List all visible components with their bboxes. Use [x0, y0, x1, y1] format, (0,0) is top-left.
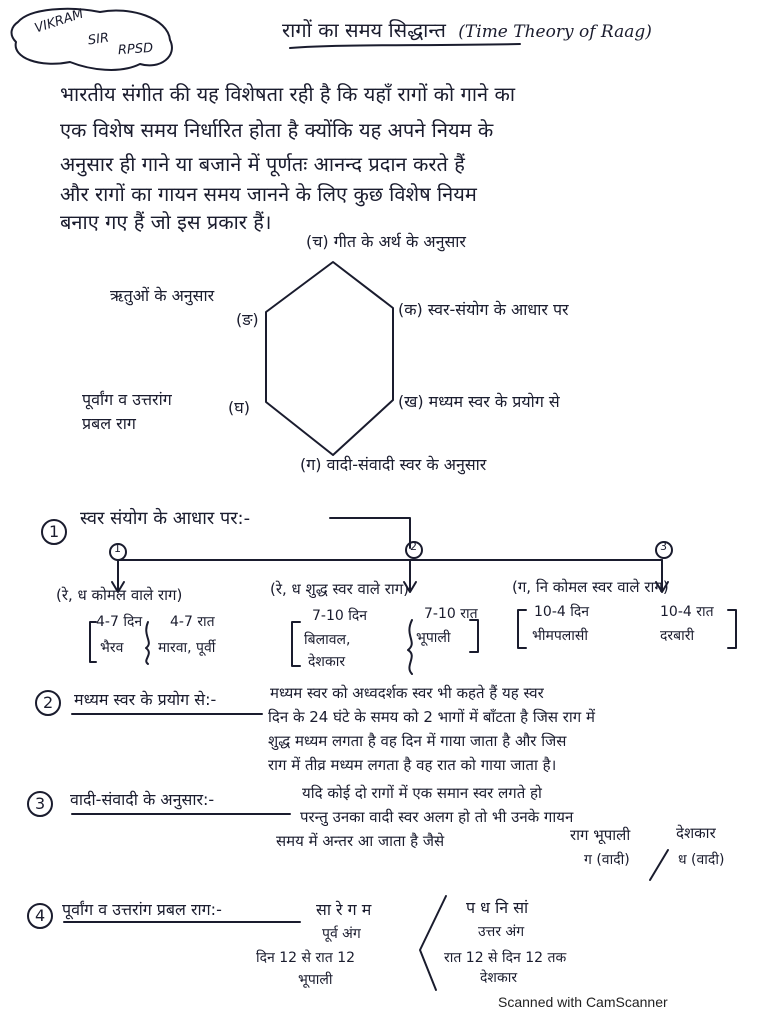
intro-line-4: और रागों का गायन समय जानने के लिए कुछ विशेष नियम	[60, 182, 477, 206]
hexagon-label-upper-left: ऋतुओं के अनुसार	[110, 286, 215, 305]
section1-heading: स्वर संयोग के आधार पर:-	[80, 508, 251, 529]
intro-line-1: भारतीय संगीत की यह विशेषता रही है कि यहाँ रागों को गाने का	[60, 82, 516, 106]
section4-right-swar: प ध नि सां	[466, 898, 529, 917]
stamp-line1: VIKRAM	[32, 6, 86, 37]
section3-line-2: परन्तु उनका वादी स्वर अलग हो तो भी उनके गायन	[300, 808, 574, 826]
section3-number: 3	[35, 794, 46, 813]
section4-divider	[420, 896, 446, 990]
section2-line-1: मध्यम स्वर को अध्वदर्शक स्वर भी कहते हैं यह स्वर	[270, 684, 544, 702]
group2-time-b: 7-10 रात	[424, 606, 478, 622]
hexagon-label-lower-left-2: प्रबल राग	[82, 414, 136, 433]
section3-heading: वादी-संवादी के अनुसार:-	[70, 790, 215, 809]
group2-time-a: 7-10 दिन	[312, 608, 368, 624]
branch3-number: 3	[660, 540, 667, 553]
section3-line-1: यदि कोई दो रागों में एक समान स्वर लगते हो	[302, 784, 542, 802]
section2-line-3: शुद्ध मध्यम लगता है वह दिन में गाया जाता है और जिस	[268, 732, 567, 750]
hexagon-mark-lower-left: (घ)	[228, 398, 250, 417]
section4-left-time: दिन 12 से रात 12	[256, 950, 356, 966]
stamp-line2: SIR	[87, 30, 111, 49]
hexagon-label-top: (च) गीत के अर्थ के अनुसार	[306, 232, 466, 251]
group3-raag-a: भीमपलासी	[532, 628, 588, 644]
section4-right-label: उत्तर अंग	[478, 924, 525, 940]
section1-connector	[330, 518, 410, 548]
group3-time-a: 10-4 दिन	[534, 604, 590, 620]
group3-raag-b: दरबारी	[660, 628, 695, 644]
hexagon-label-lower-left-1: पूर्वांग व उत्तरांग	[82, 390, 172, 409]
group2-raag-b: भूपाली	[416, 630, 451, 646]
scanner-watermark: Scanned with CamScanner	[498, 994, 668, 1010]
hexagon-mark-upper-left: (ङ)	[236, 310, 259, 329]
branch1-number: 1	[114, 542, 121, 555]
section4-right-time: रात 12 से दिन 12 तक	[444, 950, 567, 966]
group2-heading: (रे, ध शुद्ध स्वर वाले राग)	[270, 580, 410, 598]
section1-number: 1	[49, 522, 60, 541]
group1-heading: (रे, ध कोमल वाले राग)	[56, 586, 183, 604]
group3-time-b: 10-4 रात	[660, 604, 714, 620]
section4-left-raag: भूपाली	[298, 972, 333, 988]
title-hindi: रागों का समय सिद्धान्त	[282, 18, 446, 42]
intro-line-2: एक विशेष समय निर्धारित होता है क्योंकि यह अपने नियम के	[60, 118, 494, 142]
section3-example-a: राग भूपाली	[570, 826, 631, 844]
group3-heading: (ग, नि कोमल स्वर वाले राग)	[512, 578, 669, 596]
section4-number: 4	[35, 906, 46, 925]
intro-line-3: अनुसार ही गाने या बजाने में पूर्णतः आनन्द प्रदान करते हैं	[60, 152, 465, 176]
section4-left-label: पूर्व अंग	[322, 926, 361, 942]
stamp-line3: RPSD	[117, 40, 154, 59]
section2-heading: मध्यम स्वर के प्रयोग से:-	[74, 690, 217, 709]
hexagon-label-upper-right: (क) स्वर-संयोग के आधार पर	[398, 300, 569, 319]
page-title	[282, 18, 652, 42]
section3-example-b: देशकार	[676, 824, 716, 842]
group1-raag-b: मारवा, पूर्वी	[158, 640, 216, 656]
section4-right-raag: देशकार	[480, 970, 518, 986]
section3-line-3: समय में अन्तर आ जाता है जैसे	[276, 832, 445, 850]
group2-raag-a1: बिलावल,	[304, 632, 351, 648]
group1-time-b: 4-7 रात	[170, 614, 215, 630]
intro-line-5: बनाए गए हैं जो इस प्रकार हैं।	[60, 210, 272, 234]
hexagon-label-lower-right: (ख) मध्यम स्वर के प्रयोग से	[398, 392, 560, 411]
section4-left-swar: सा रे ग म	[316, 900, 372, 919]
section4-heading: पूर्वांग व उत्तरांग प्रबल राग:-	[62, 900, 222, 919]
section2-line-4: राग में तीव्र मध्यम लगता है वह रात को गाया जाता है।	[268, 756, 557, 774]
branch2-number: 2	[410, 540, 417, 553]
hexagon-label-bottom: (ग) वादी-संवादी स्वर के अनुसार	[300, 455, 487, 474]
hexagon-shape	[266, 262, 393, 455]
section2-number: 2	[43, 693, 54, 712]
section2-line-2: दिन के 24 घंटे के समय को 2 भागों में बाँटता है जिस राग में	[268, 708, 595, 726]
section3-vadi-b: ध (वादी)	[678, 852, 725, 868]
group1-time-a: 4-7 दिन	[96, 614, 143, 630]
group1-raag-a: भैरव	[100, 640, 124, 656]
section3-vadi-a: ग (वादी)	[584, 852, 630, 868]
group2-raag-a2: देशकार	[308, 654, 346, 670]
title-english: (Time Theory of Raag)	[458, 22, 652, 42]
